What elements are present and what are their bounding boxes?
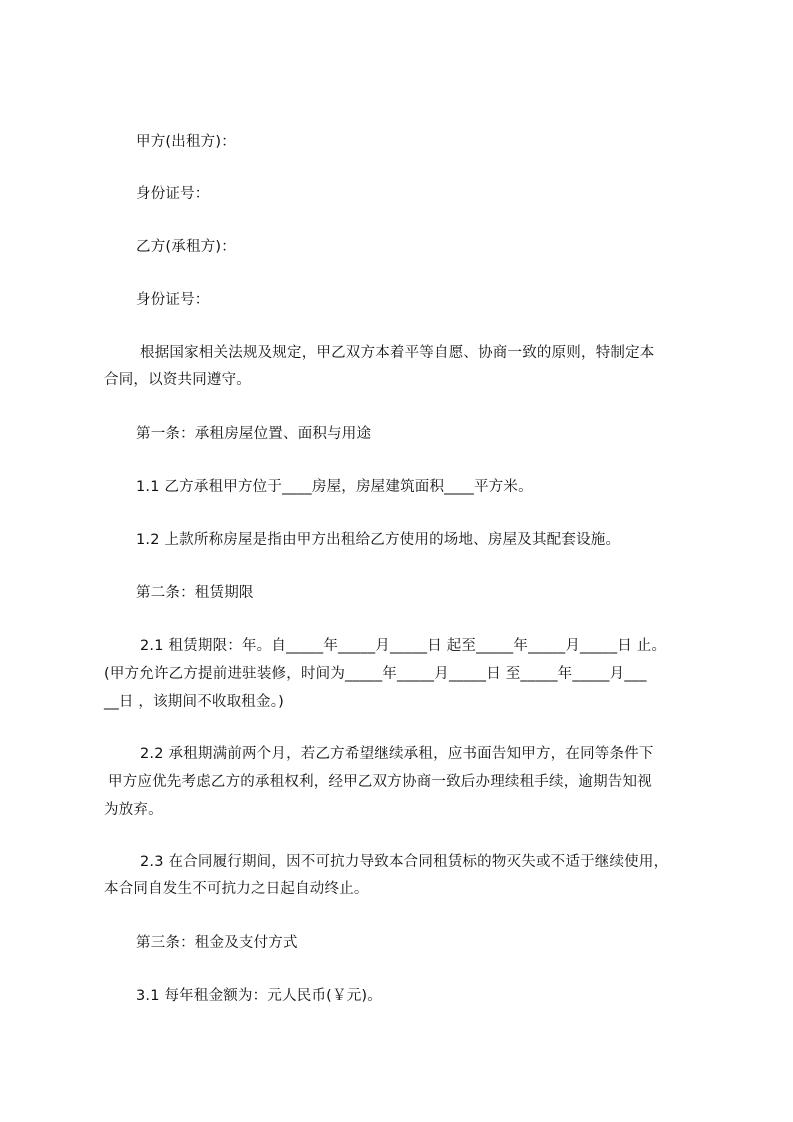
clause-2-2-line-3: 为放弃。 <box>104 802 163 818</box>
article-1-heading: 第一条：承租房屋位置、面积与用途 <box>136 426 372 442</box>
clause-2-1-line-2: (甲方允许乙方提前进驻装修，时间为_____年_____月_____日 至_____年_____月___ <box>104 666 647 682</box>
preamble-line-2: 合同，以资共同遵守。 <box>104 372 251 388</box>
clause-2-1-line-3: __日 ，该期间不收取租金。) <box>104 694 285 710</box>
clause-3-1: 3.1 每年租金额为：元人民币(￥元)。 <box>136 988 382 1004</box>
clause-2-1-line-1: 2.1 租赁期限：年。自_____年_____月_____日 起至_____年_____月_____日 止。 <box>140 638 667 654</box>
clause-2-2-line-1: 2.2 承租期满前两个月，若乙方希望继续承租，应书面告知甲方，在同等条件下 <box>140 746 654 762</box>
party-b-id-label: 身份证号： <box>136 292 210 308</box>
article-2-heading: 第二条：租赁期限 <box>136 585 254 601</box>
preamble-line-1: 根据国家相关法规及规定，甲乙双方本着平等自愿、协商一致的原则，特制定本 <box>140 345 655 361</box>
clause-2-3-line-2: 本合同自发生不可抗力之日起自动终止。 <box>104 881 369 897</box>
party-a-label: 甲方(出租方)： <box>136 134 236 150</box>
party-b-label: 乙方(承租方)： <box>136 239 236 255</box>
clause-1-2: 1.2 上款所称房屋是指由甲方出租给乙方使用的场地、房屋及其配套设施。 <box>136 532 621 548</box>
clause-2-2-line-2: 甲方应优先考虑乙方的承租权利，经甲乙双方协商一致后办理续租手续，逾期告知视 <box>108 774 652 790</box>
clause-1-1: 1.1 乙方承租甲方位于____房屋，房屋建筑面积____平方米。 <box>136 479 533 495</box>
clause-2-3-line-1: 2.3 在合同履行期间，因不可抗力导致本合同租赁标的物灭失或不适于继续使用， <box>140 854 669 870</box>
party-a-id-label: 身份证号： <box>136 186 210 202</box>
article-3-heading: 第三条：租金及支付方式 <box>136 935 298 951</box>
